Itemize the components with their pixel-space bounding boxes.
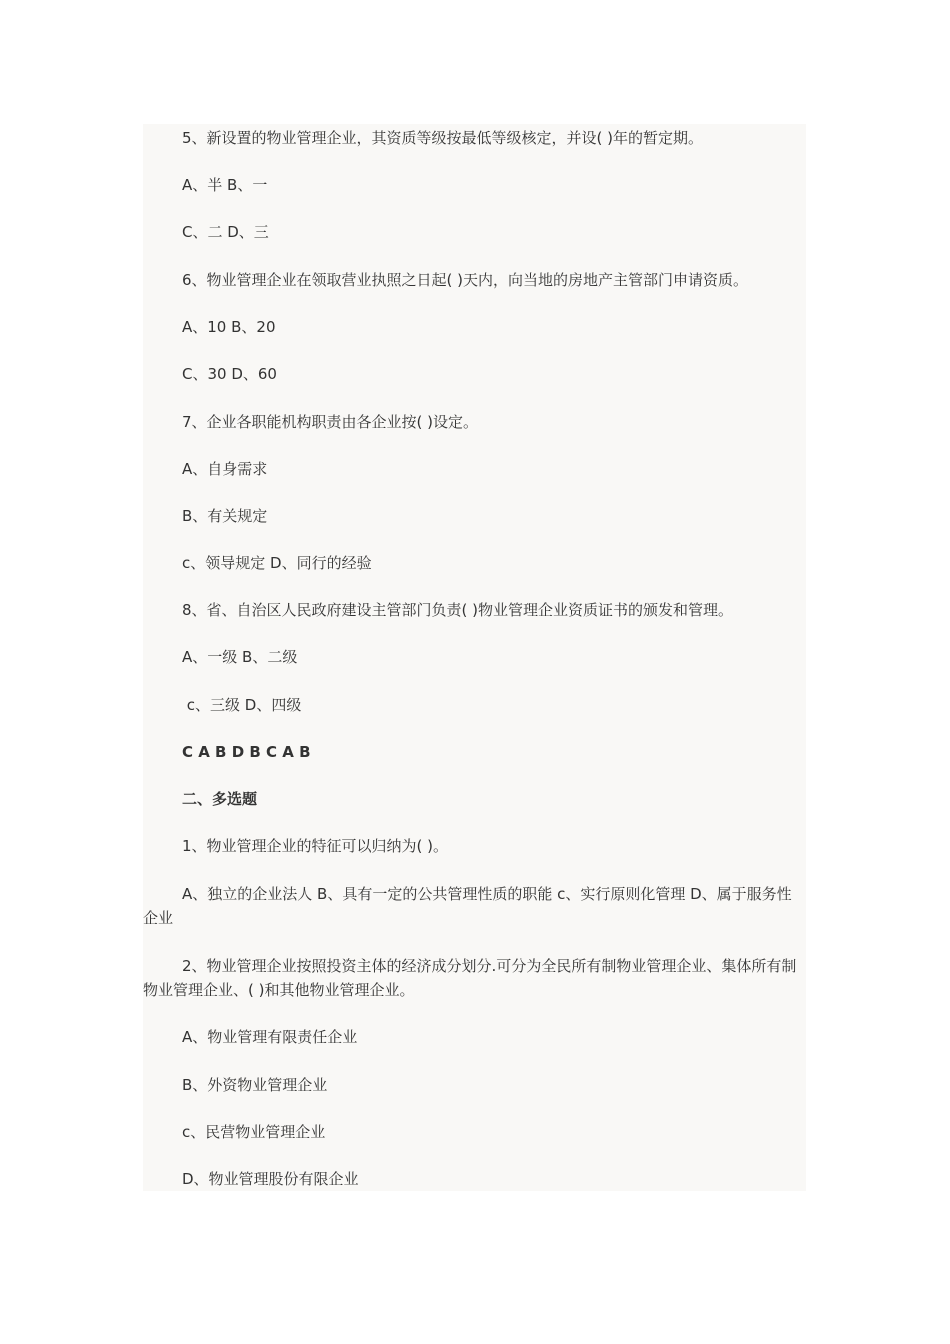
answer-key: C A B D B C A B bbox=[182, 743, 311, 761]
q7-option-a: A、自身需求 bbox=[182, 460, 268, 478]
q6-options-ab: A、10 B、20 bbox=[182, 318, 276, 336]
multi-q2-option-c: c、民营物业管理企业 bbox=[182, 1123, 326, 1141]
multi-q1-options: A、独立的企业法人 B、具有一定的公共管理性质的职能 c、实行原则化管理 D、属于服务性企业 bbox=[143, 885, 792, 927]
document-page bbox=[143, 124, 806, 1191]
multi-question-1: 1、物业管理企业的特征可以归纳为( )。 bbox=[182, 837, 449, 855]
question-8: 8、省、自治区人民政府建设主管部门负责( )物业管理企业资质证书的颁发和管理。 bbox=[182, 601, 734, 619]
question-5: 5、新设置的物业管理企业，其资质等级按最低等级核定，并设( )年的暂定期。 bbox=[182, 129, 704, 147]
q7-options-cd: c、领导规定 D、同行的经验 bbox=[182, 554, 372, 572]
q5-options-cd: C、二 D、三 bbox=[182, 223, 269, 241]
q8-options-cd: c、三级 D、四级 bbox=[182, 696, 302, 714]
question-6: 6、物业管理企业在领取营业执照之日起( )天内，向当地的房地产主管部门申请资质。 bbox=[182, 271, 749, 289]
q7-option-b: B、有关规定 bbox=[182, 507, 268, 525]
multi-q2-option-d: D、物业管理股份有限企业 bbox=[182, 1170, 359, 1188]
multi-q2-option-b: B、外资物业管理企业 bbox=[182, 1076, 328, 1094]
q5-options-ab: A、半 B、一 bbox=[182, 176, 268, 194]
section-heading-multiple-choice: 二、多选题 bbox=[182, 790, 258, 808]
q8-options-ab: A、一级 B、二级 bbox=[182, 648, 298, 666]
multi-q2-option-a: A、物业管理有限责任企业 bbox=[182, 1028, 358, 1046]
q6-options-cd: C、30 D、60 bbox=[182, 365, 277, 383]
multi-question-2: 2、物业管理企业按照投资主体的经济成分划分.可分为全民所有制物业管理企业、集体所有制物业管理企业、( )和其他物业管理企业。 bbox=[143, 957, 797, 999]
question-7: 7、企业各职能机构职责由各企业按( )设定。 bbox=[182, 413, 479, 431]
